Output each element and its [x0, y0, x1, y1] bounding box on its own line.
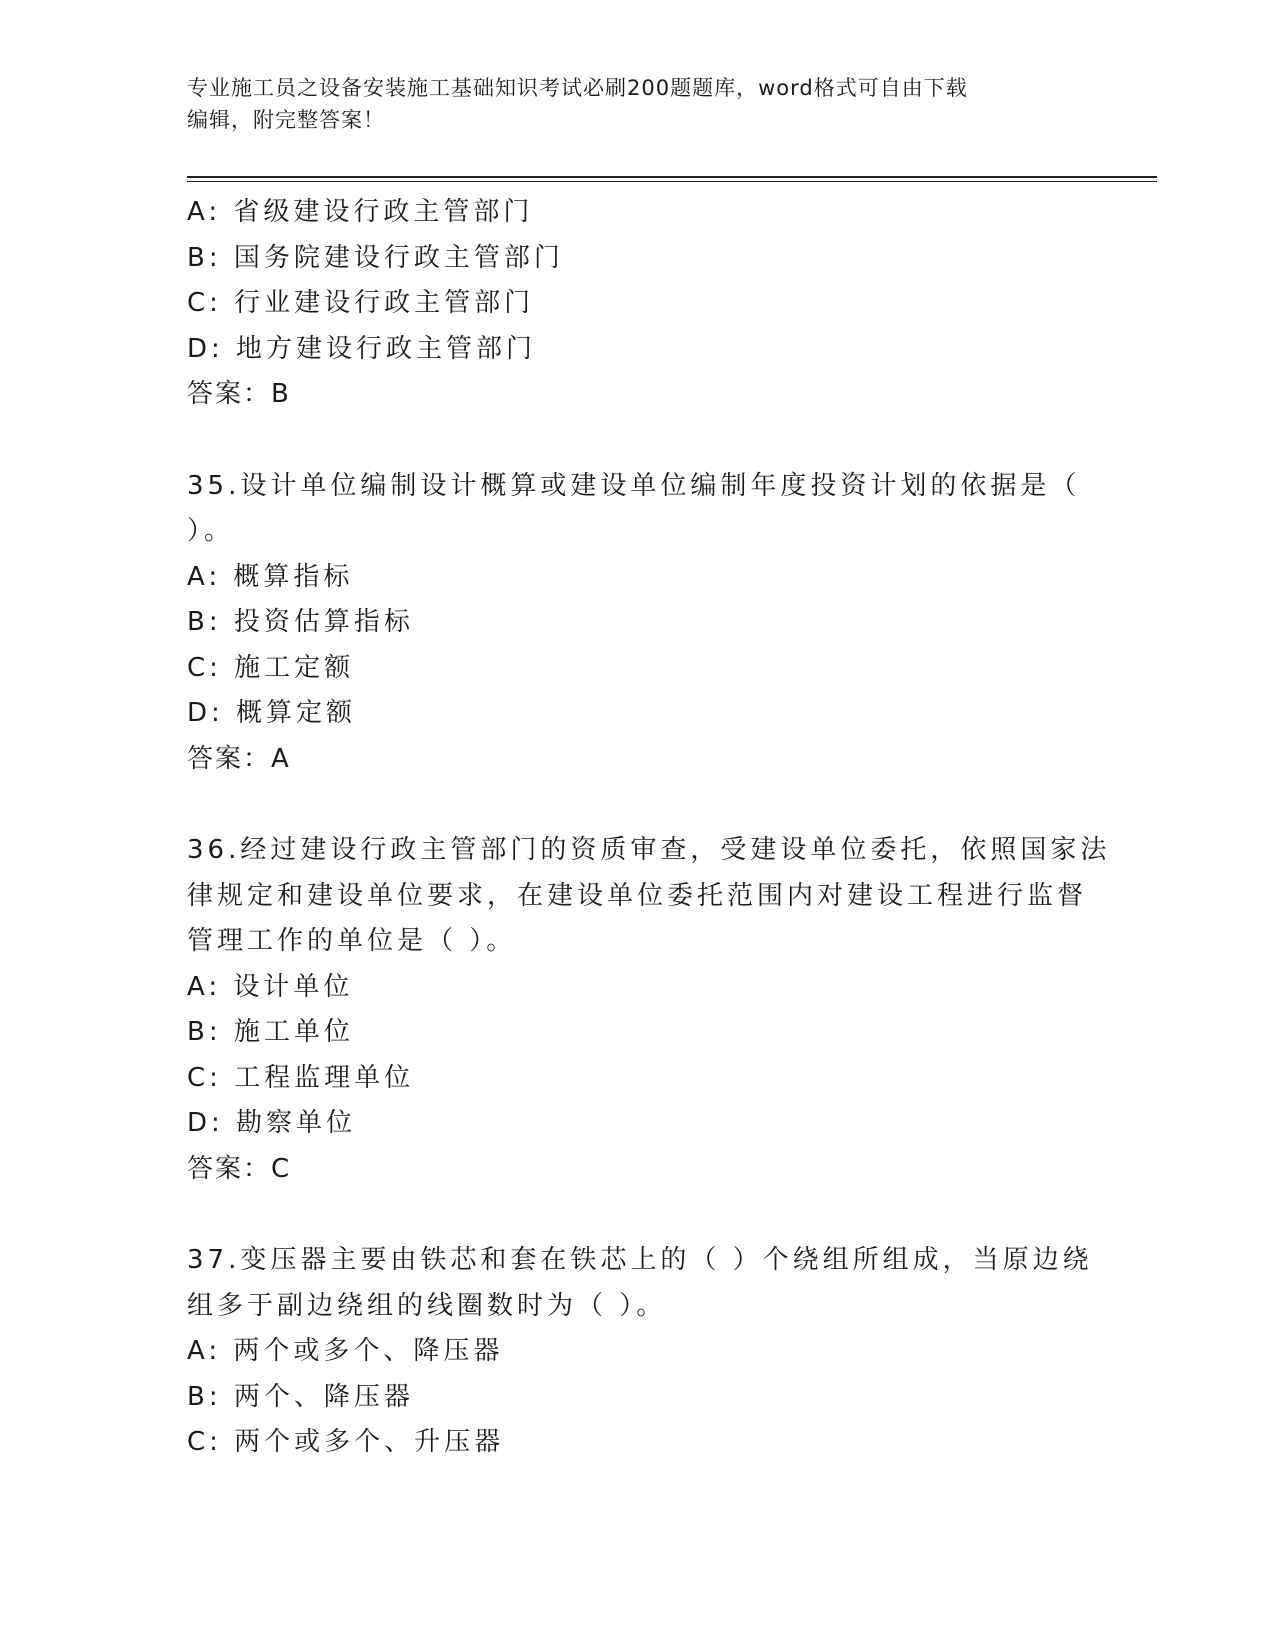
option-b: B: 施工单位 [187, 1017, 354, 1047]
question-text-line: 律规定和建设单位要求，在建设单位委托范围内对建设工程进行监督 [187, 880, 1088, 911]
spacer [187, 1192, 1087, 1238]
option-a: A: 概算指标 [187, 561, 354, 592]
option-d: D: 勘察单位 [187, 1108, 357, 1138]
option-c: C: 两个或多个、升压器 [187, 1427, 505, 1457]
answer-line: 答案：B [187, 379, 291, 409]
option-b: B: 国务院建设行政主管部门 [187, 242, 564, 273]
header-title-line-2: 编辑，附完整答案！ [187, 108, 385, 132]
option-d: D: 地方建设行政主管部门 [187, 333, 537, 364]
option-a: A: 设计单位 [187, 971, 354, 1002]
header-title-line-1: 专业施工员之设备安装施工基础知识考试必刷200题题库，word格式可自由下载 [187, 76, 968, 100]
header-divider [187, 176, 1157, 178]
option-b: B: 两个、降压器 [187, 1381, 414, 1412]
question-text-line: 36.经过建设行政主管部门的资质审查，受建设单位委托，依照国家法 [187, 835, 1111, 865]
option-c: C: 行业建设行政主管部门 [187, 288, 535, 318]
document-header [187, 72, 1067, 136]
question-text-line: 35.设计单位编制设计概算或建设单位编制年度投资计划的依据是（ [187, 470, 1081, 501]
answer-line: 答案：C [187, 1153, 292, 1184]
option-c: C: 施工定额 [187, 652, 355, 683]
question-block-36 [187, 828, 1111, 1192]
question-text-line: 组多于副边绕组的线圈数时为（ ）。 [187, 1290, 667, 1321]
option-a: A: 两个或多个、降压器 [187, 1336, 504, 1366]
option-d: D: 概算定额 [187, 698, 357, 728]
question-text-line: 管理工作的单位是（ ）。 [187, 926, 517, 956]
option-b: B: 投资估算指标 [187, 607, 414, 637]
header-divider-thin [187, 181, 1157, 182]
question-block-35 [187, 464, 1087, 783]
question-list [187, 190, 1111, 1466]
option-c: C: 工程监理单位 [187, 1062, 415, 1093]
question-text-line: ）。 [187, 516, 235, 546]
spacer [187, 418, 1087, 464]
answer-line: 答案：A [187, 743, 291, 774]
option-a: A: 省级建设行政主管部门 [187, 197, 534, 227]
spacer [187, 782, 1087, 828]
question-text-line: 37.变压器主要由铁芯和套在铁芯上的（ ）个绕组所组成，当原边绕 [187, 1245, 1093, 1275]
question-block-34 [187, 190, 1087, 418]
question-block-37 [187, 1238, 1093, 1466]
